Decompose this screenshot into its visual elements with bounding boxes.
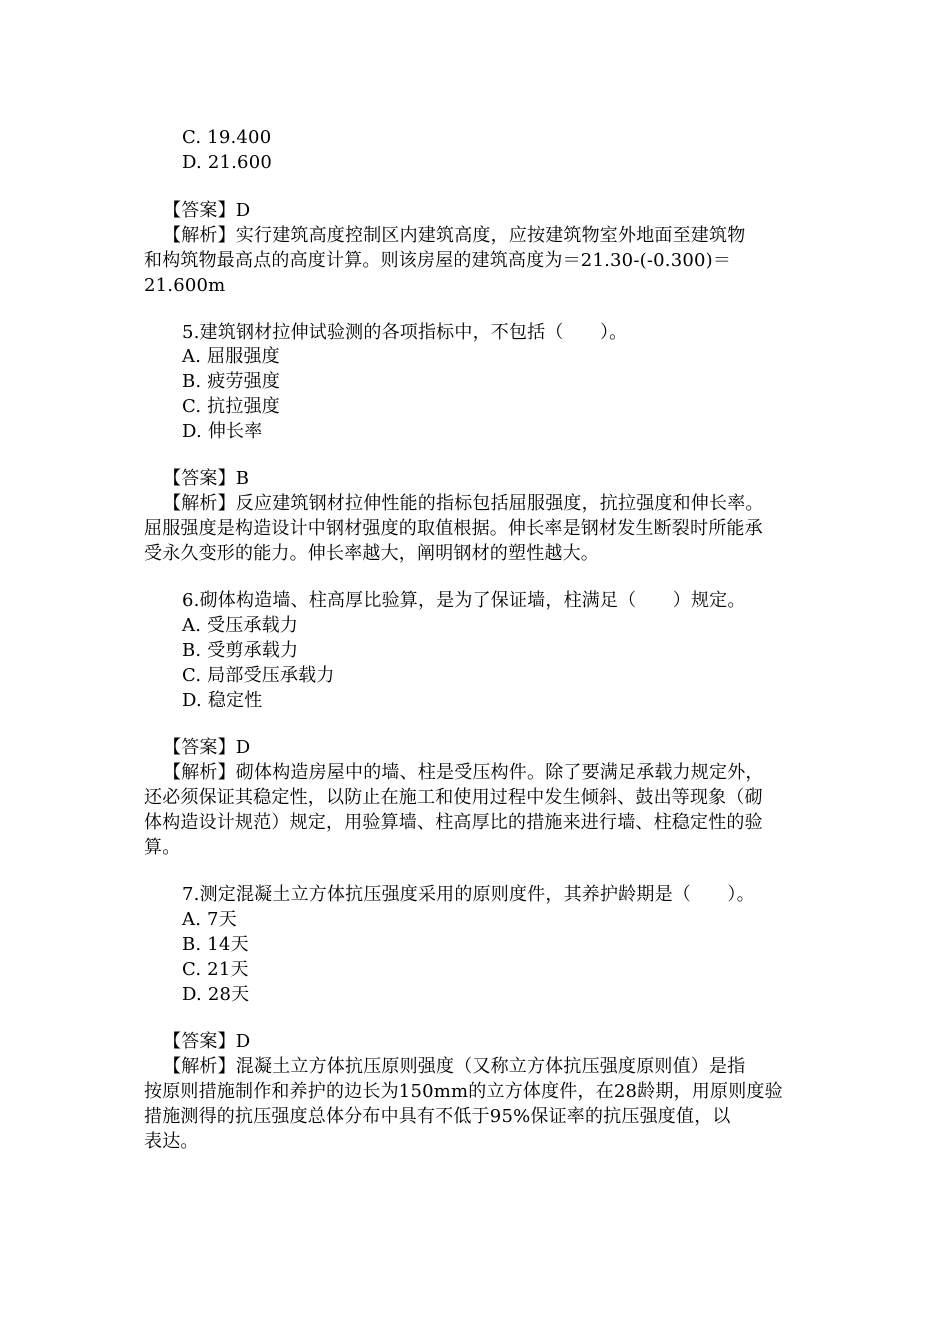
option-a: A. 受压承载力 — [182, 615, 299, 636]
answer-line: 【答案】D — [163, 1031, 251, 1052]
question-6: 6.砌体构造墙、柱高厚比验算，是为了保证墙，柱满足（ ）规定。 — [182, 590, 746, 611]
option-c: C. 局部受压承载力 — [182, 665, 335, 686]
analysis-line: 【解析】实行建筑高度控制区内建筑高度，应按建筑物室外地面至建筑物 — [163, 225, 746, 246]
answer-line: 【答案】D — [163, 200, 251, 221]
option-b: B. 受剪承载力 — [182, 640, 299, 661]
analysis-line: 表达。 — [144, 1131, 199, 1152]
analysis-line: 按原则措施制作和养护的边长为150mm的立方体度件，在28龄期，用原则度验 — [144, 1081, 783, 1102]
answer-line: 【答案】D — [163, 737, 251, 758]
option-d: D. 伸长率 — [182, 421, 263, 442]
option-b: B. 疲劳强度 — [182, 371, 281, 392]
option-d: D. 21.600 — [182, 152, 273, 173]
analysis-line: 【解析】混凝土立方体抗压原则强度（又称立方体抗压强度原则值）是指 — [163, 1056, 746, 1077]
answer-line: 【答案】B — [163, 468, 250, 489]
option-d: D. 28天 — [182, 984, 250, 1005]
analysis-line: 还必须保证其稳定性，以防止在施工和使用过程中发生倾斜、鼓出等现象（砌 — [144, 787, 763, 808]
option-c: C. 19.400 — [182, 127, 272, 148]
question-5: 5.建筑钢材拉伸试验测的各项指标中，不包括（ ）。 — [182, 322, 628, 343]
analysis-line: 措施测得的抗压强度总体分布中具有不低于95%保证率的抗压强度值，以 — [144, 1106, 731, 1127]
option-c: C. 21天 — [182, 959, 249, 980]
analysis-line: 算。 — [144, 837, 181, 858]
analysis-line: 【解析】反应建筑钢材拉伸性能的指标包括屈服强度，抗拉强度和伸长率。 — [163, 493, 764, 514]
option-c: C. 抗拉强度 — [182, 396, 280, 417]
analysis-line: 屈服强度是构造设计中钢材强度的取值根据。伸长率是钢材发生断裂时所能承 — [144, 518, 763, 539]
analysis-line: 受永久变形的能力。伸长率越大，阐明钢材的塑性越大。 — [144, 543, 599, 564]
option-d: D. 稳定性 — [182, 690, 263, 711]
analysis-line: 【解析】砌体构造房屋中的墙、柱是受压构件。除了要满足承载力规定外， — [163, 762, 764, 783]
question-7: 7.测定混凝土立方体抗压强度采用的原则度件，其养护龄期是（ ）。 — [182, 884, 755, 905]
analysis-line: 21.600m — [144, 275, 226, 296]
analysis-line: 和构筑物最高点的高度计算。则该房屋的建筑高度为＝21.30-(-0.300)＝ — [144, 250, 732, 271]
analysis-line: 体构造设计规范）规定，用验算墙、柱高厚比的措施来进行墙、柱稳定性的验 — [144, 812, 763, 833]
option-a: A. 屈服强度 — [182, 346, 280, 367]
option-a: A. 7天 — [182, 909, 237, 930]
option-b: B. 14天 — [182, 934, 249, 955]
